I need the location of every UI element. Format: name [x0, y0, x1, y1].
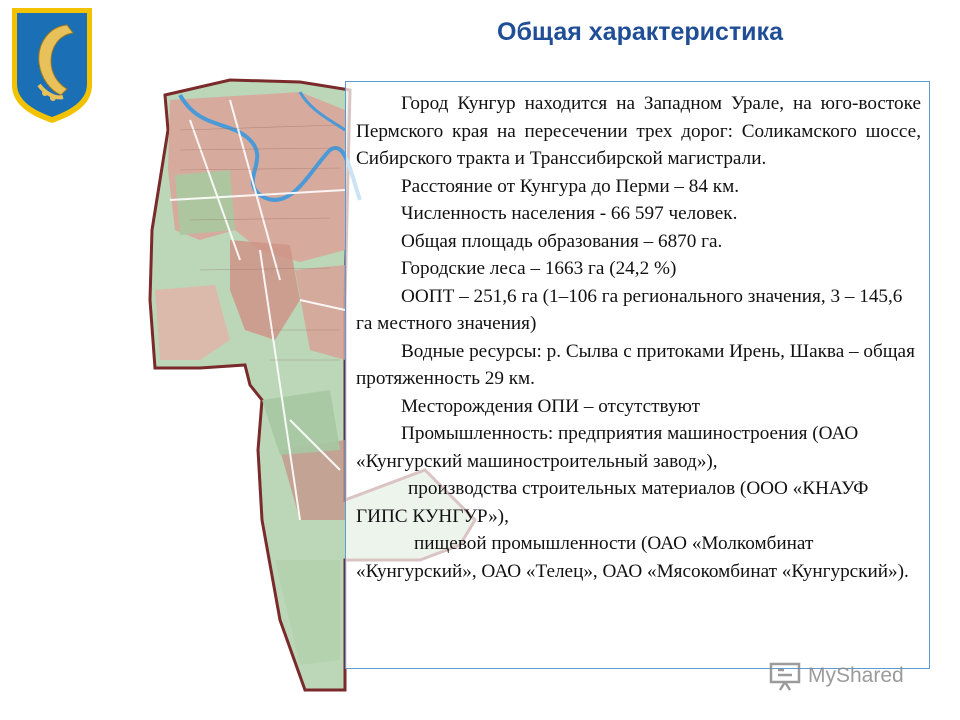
info-text-box — [345, 81, 930, 669]
distance-paragraph: Расстояние от Кунгура до Перми – 84 км. — [401, 175, 740, 197]
population-paragraph: Численность населения - 66 597 человек. — [401, 203, 738, 224]
building-materials-paragraph: производства строительных материалов (ООО «КНАУФ ГИПС КУНГУР»), — [356, 478, 869, 527]
presentation-board-icon — [768, 658, 802, 692]
forest-patch — [175, 170, 235, 235]
watermark-text: MyShared — [808, 664, 904, 687]
protected-areas-paragraph: ООПТ – 251,6 га (1–106 га регионального значения, 3 – 145,6 га местного значения) — [356, 285, 903, 334]
forests-paragraph: Городские леса – 1663 га (24,2 %) — [401, 258, 677, 279]
industry-paragraph: Промышленность: предприятия машиностроения (ОАО «Кунгурский машиностроительный завод»), — [356, 423, 859, 472]
water-resources-paragraph: Водные ресурсы: р. Сылва с притоками Ирень, Шаква – общая протяженность 29 км. — [356, 340, 915, 389]
page-title: Общая характеристика — [497, 18, 783, 46]
watermark — [766, 655, 926, 695]
location-paragraph: Город Кунгур находится на Западном Урале, на юго-востоке Пермского края на пересечении трех дорог: Соликамского шоссе, Сибирского тракта и Транссибирской магистрали. — [356, 93, 921, 169]
mineral-deposits-paragraph: Месторождения ОПИ – отсутствуют — [401, 395, 701, 417]
area-paragraph: Общая площадь образования – 6870 га. — [401, 230, 723, 252]
food-industry-paragraph: пищевой промышленности (ОАО «Молкомбинат «Кунгурский», ОАО «Телец», ОАО «Мясокомбинат «Кунгурский»). — [356, 533, 909, 582]
coat-of-arms-icon — [9, 5, 95, 125]
